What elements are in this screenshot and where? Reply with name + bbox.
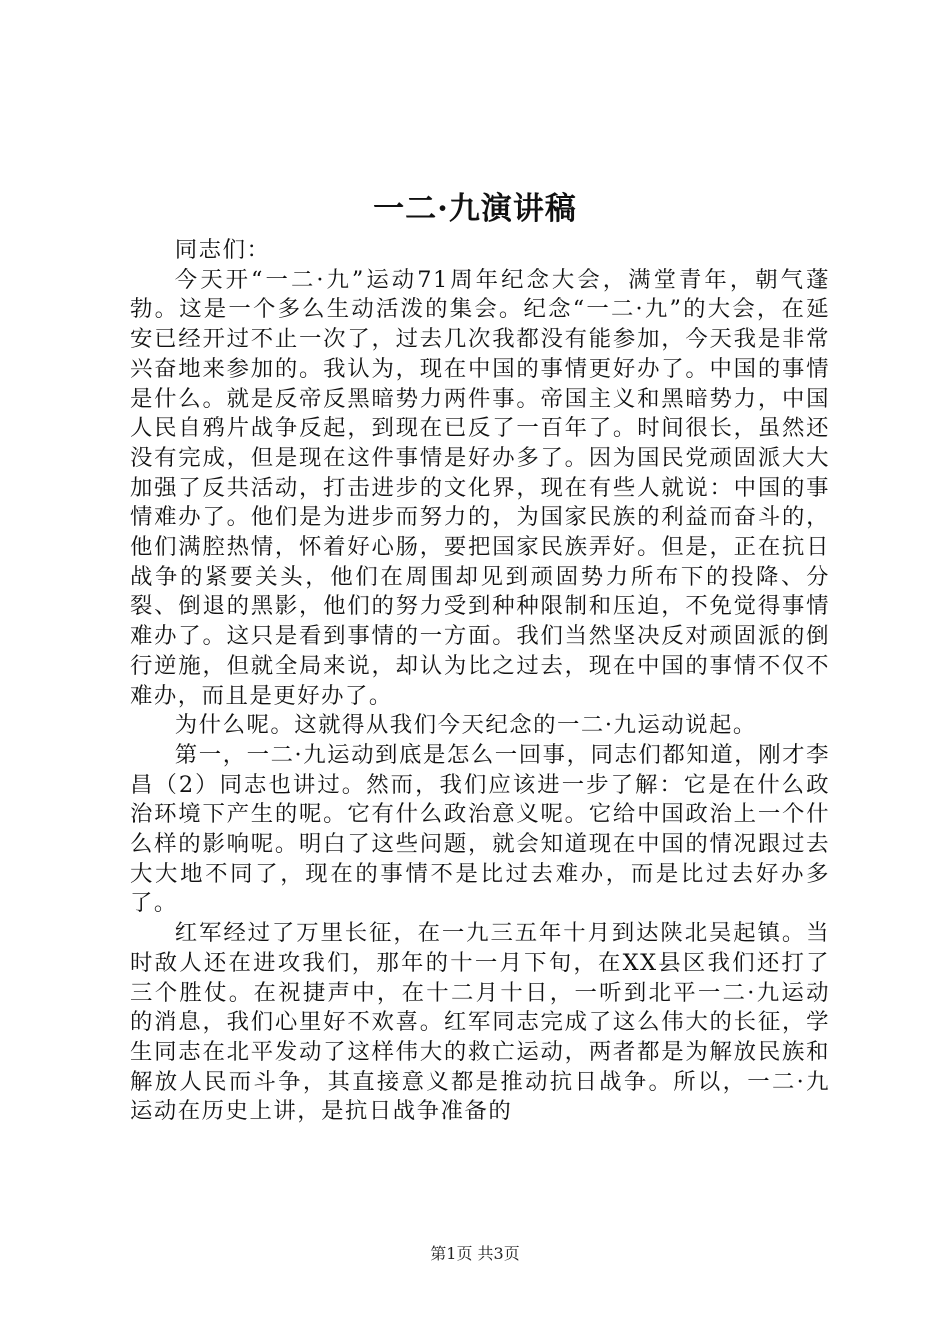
paragraph: 为什么呢。这就得从我们今天纪念的一二·九运动说起。 [174, 712, 757, 739]
document-title: 一二·九演讲稿 [373, 191, 577, 227]
page-number-footer: 第1页 共3页 [430, 1244, 520, 1263]
paragraph: 红军经过了万里长征，在一九三五年十月到达陕北吴起镇。当时敌人还在进攻我们，那年的十一月下旬，在XX县区我们还打了三个胜仗。在祝捷声中，在十二月十日，一听到北平一二·九运动的消息，我们心里好不欢喜。红军同志完成了这么伟大的长征，学生同志在北平发动了这样伟大的救亡运动，两者都是为解放民族和解放人民而斗争，其直接意义都是推动抗日战争。所以，一二·九运动在历史上讲，是抗日战争准备的 [130, 920, 830, 1125]
paragraph: 今天开“一二·九”运动71周年纪念大会，满堂青年，朝气蓬勃。这是一个多么生动活泼的集会。纪念“一二·九”的大会，在延安已经开过不止一次了，过去几次我都没有能参加，今天我是非常兴奋地来参加的。我认为，现在中国的事情更好办了。中国的事情是什么。就是反帝反黑暗势力两件事。帝国主义和黑暗势力，中国人民自鸦片战争反起，到现在已反了一百年了。时间很长，虽然还没有完成，但是现在这件事情是好办多了。因为国民党顽固派大大加强了反共活动，打击进步的文化界，现在有些人就说：中国的事情难办了。他们是为进步而努力的，为国家民族的利益而奋斗的，他们满腔热情，怀着好心肠，要把国家民族弄好。但是，正在抗日战争的紧要关头，他们在周围却见到顽固势力所布下的投降、分裂、倒退的黑影，他们的努力受到种种限制和压迫，不免觉得事情难办了。这只是看到事情的一方面。我们当然坚决反对顽固派的倒行逆施，但就全局来说，却认为比之过去，现在中国的事情不仅不难办，而且是更好办了。 [130, 266, 830, 709]
document-body [130, 236, 830, 1127]
paragraph-salutation: 同志们： [174, 237, 271, 263]
paragraph: 第一，一二·九运动到底是怎么一回事，同志们都知道，刚才李昌（2）同志也讲过。然而，我们应该进一步了解：它是在什么政治环境下产生的呢。它有什么政治意义呢。它给中国政治上一个什么样的影响呢。明白了这些问题，就会知道现在中国的情况跟过去大大地不同了，现在的事情不是比过去难办，而是比过去好办多了。 [130, 741, 830, 917]
